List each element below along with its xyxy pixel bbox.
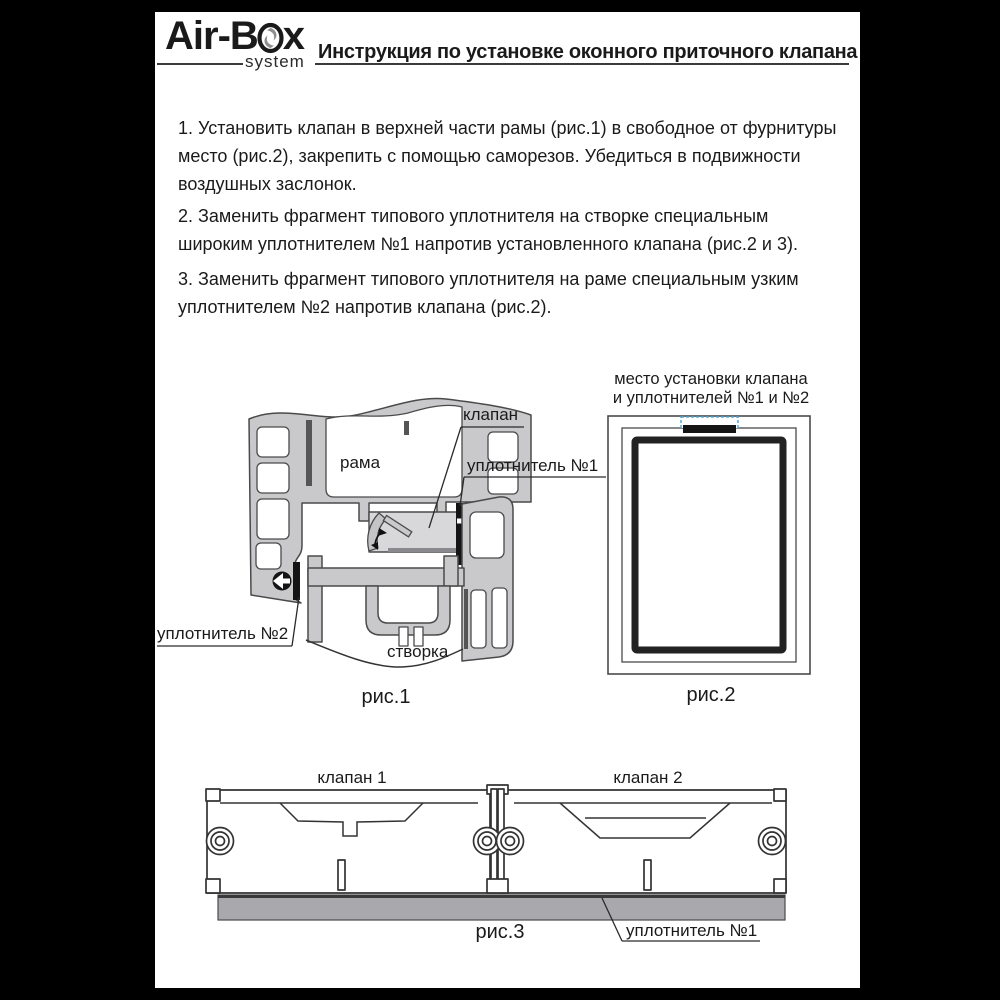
valve2-shape bbox=[502, 789, 786, 893]
screw bbox=[207, 828, 234, 855]
fig1-valve-label: клапан bbox=[463, 405, 519, 424]
fig1-seal1-label: уплотнитель №1 bbox=[467, 456, 599, 475]
fig1-frame-label: рама bbox=[340, 453, 381, 472]
fig2-title-line1: место установки клапана bbox=[614, 370, 808, 388]
valve-shape bbox=[368, 512, 459, 552]
valve-bar-marker bbox=[683, 425, 736, 433]
logo-text-part1: Air-B bbox=[165, 14, 258, 58]
fig2-diagram bbox=[600, 360, 860, 725]
instruction-step-1: 1. Установить клапан в верхней части рамы (рис.1) в свободное от фурнитуры место (рис.2), закрепить с помощью саморезов. Убедиться в подвижности воздушных заслонок. bbox=[178, 118, 837, 194]
page-title: Инструкция по установке оконного приточного клапана bbox=[318, 41, 858, 63]
fig1-diagram bbox=[155, 390, 615, 720]
fig3-caption: рис.3 bbox=[475, 921, 525, 943]
document-page bbox=[155, 12, 860, 988]
frame-reinforcement-tick bbox=[404, 421, 409, 435]
fig2-title-line2: и уплотнителей №1 и №2 bbox=[612, 389, 810, 407]
header-rule-left bbox=[157, 63, 243, 65]
sash-reinforcement-bar bbox=[464, 589, 468, 649]
instruction-step-2: 2. Заменить фрагмент типового уплотнителя на створке специальным широким уплотнителем №1 напротив установленного клапана (рис.2 и 3). bbox=[178, 206, 798, 254]
fig2-caption: рис.2 bbox=[686, 684, 736, 706]
fig1-caption: рис.1 bbox=[361, 686, 411, 708]
screw bbox=[759, 828, 786, 855]
instruction-step-3: 3. Заменить фрагмент типового уплотнителя на раме специальным узким уплотнителем №2 напротив клапана (рис.2). bbox=[178, 269, 799, 317]
logo-subtitle: system bbox=[245, 52, 305, 71]
fig3-valve2-label: клапан 2 bbox=[613, 768, 683, 787]
valve-bottom-lip bbox=[388, 548, 458, 552]
fig1-seal2-callout bbox=[157, 597, 299, 646]
seal-strip-shape bbox=[218, 895, 785, 920]
logo-text-part2: x bbox=[282, 14, 305, 58]
window-schematic bbox=[608, 416, 810, 674]
fig3-seal1-label: уплотнитель №1 bbox=[626, 921, 758, 940]
valve1-shape bbox=[206, 789, 490, 893]
airbox-logo bbox=[165, 16, 304, 56]
frame-reinforcement-bar bbox=[306, 420, 312, 486]
fig3-diagram bbox=[185, 750, 845, 960]
fig3-valve1-label: клапан 1 bbox=[317, 768, 387, 787]
screw bbox=[497, 828, 524, 855]
logo-fan-o-icon bbox=[257, 22, 284, 54]
window-seal-frame bbox=[635, 440, 783, 650]
fig1-sash-label: створка bbox=[387, 642, 449, 661]
fig1-seal2-label: уплотнитель №2 bbox=[157, 624, 289, 643]
